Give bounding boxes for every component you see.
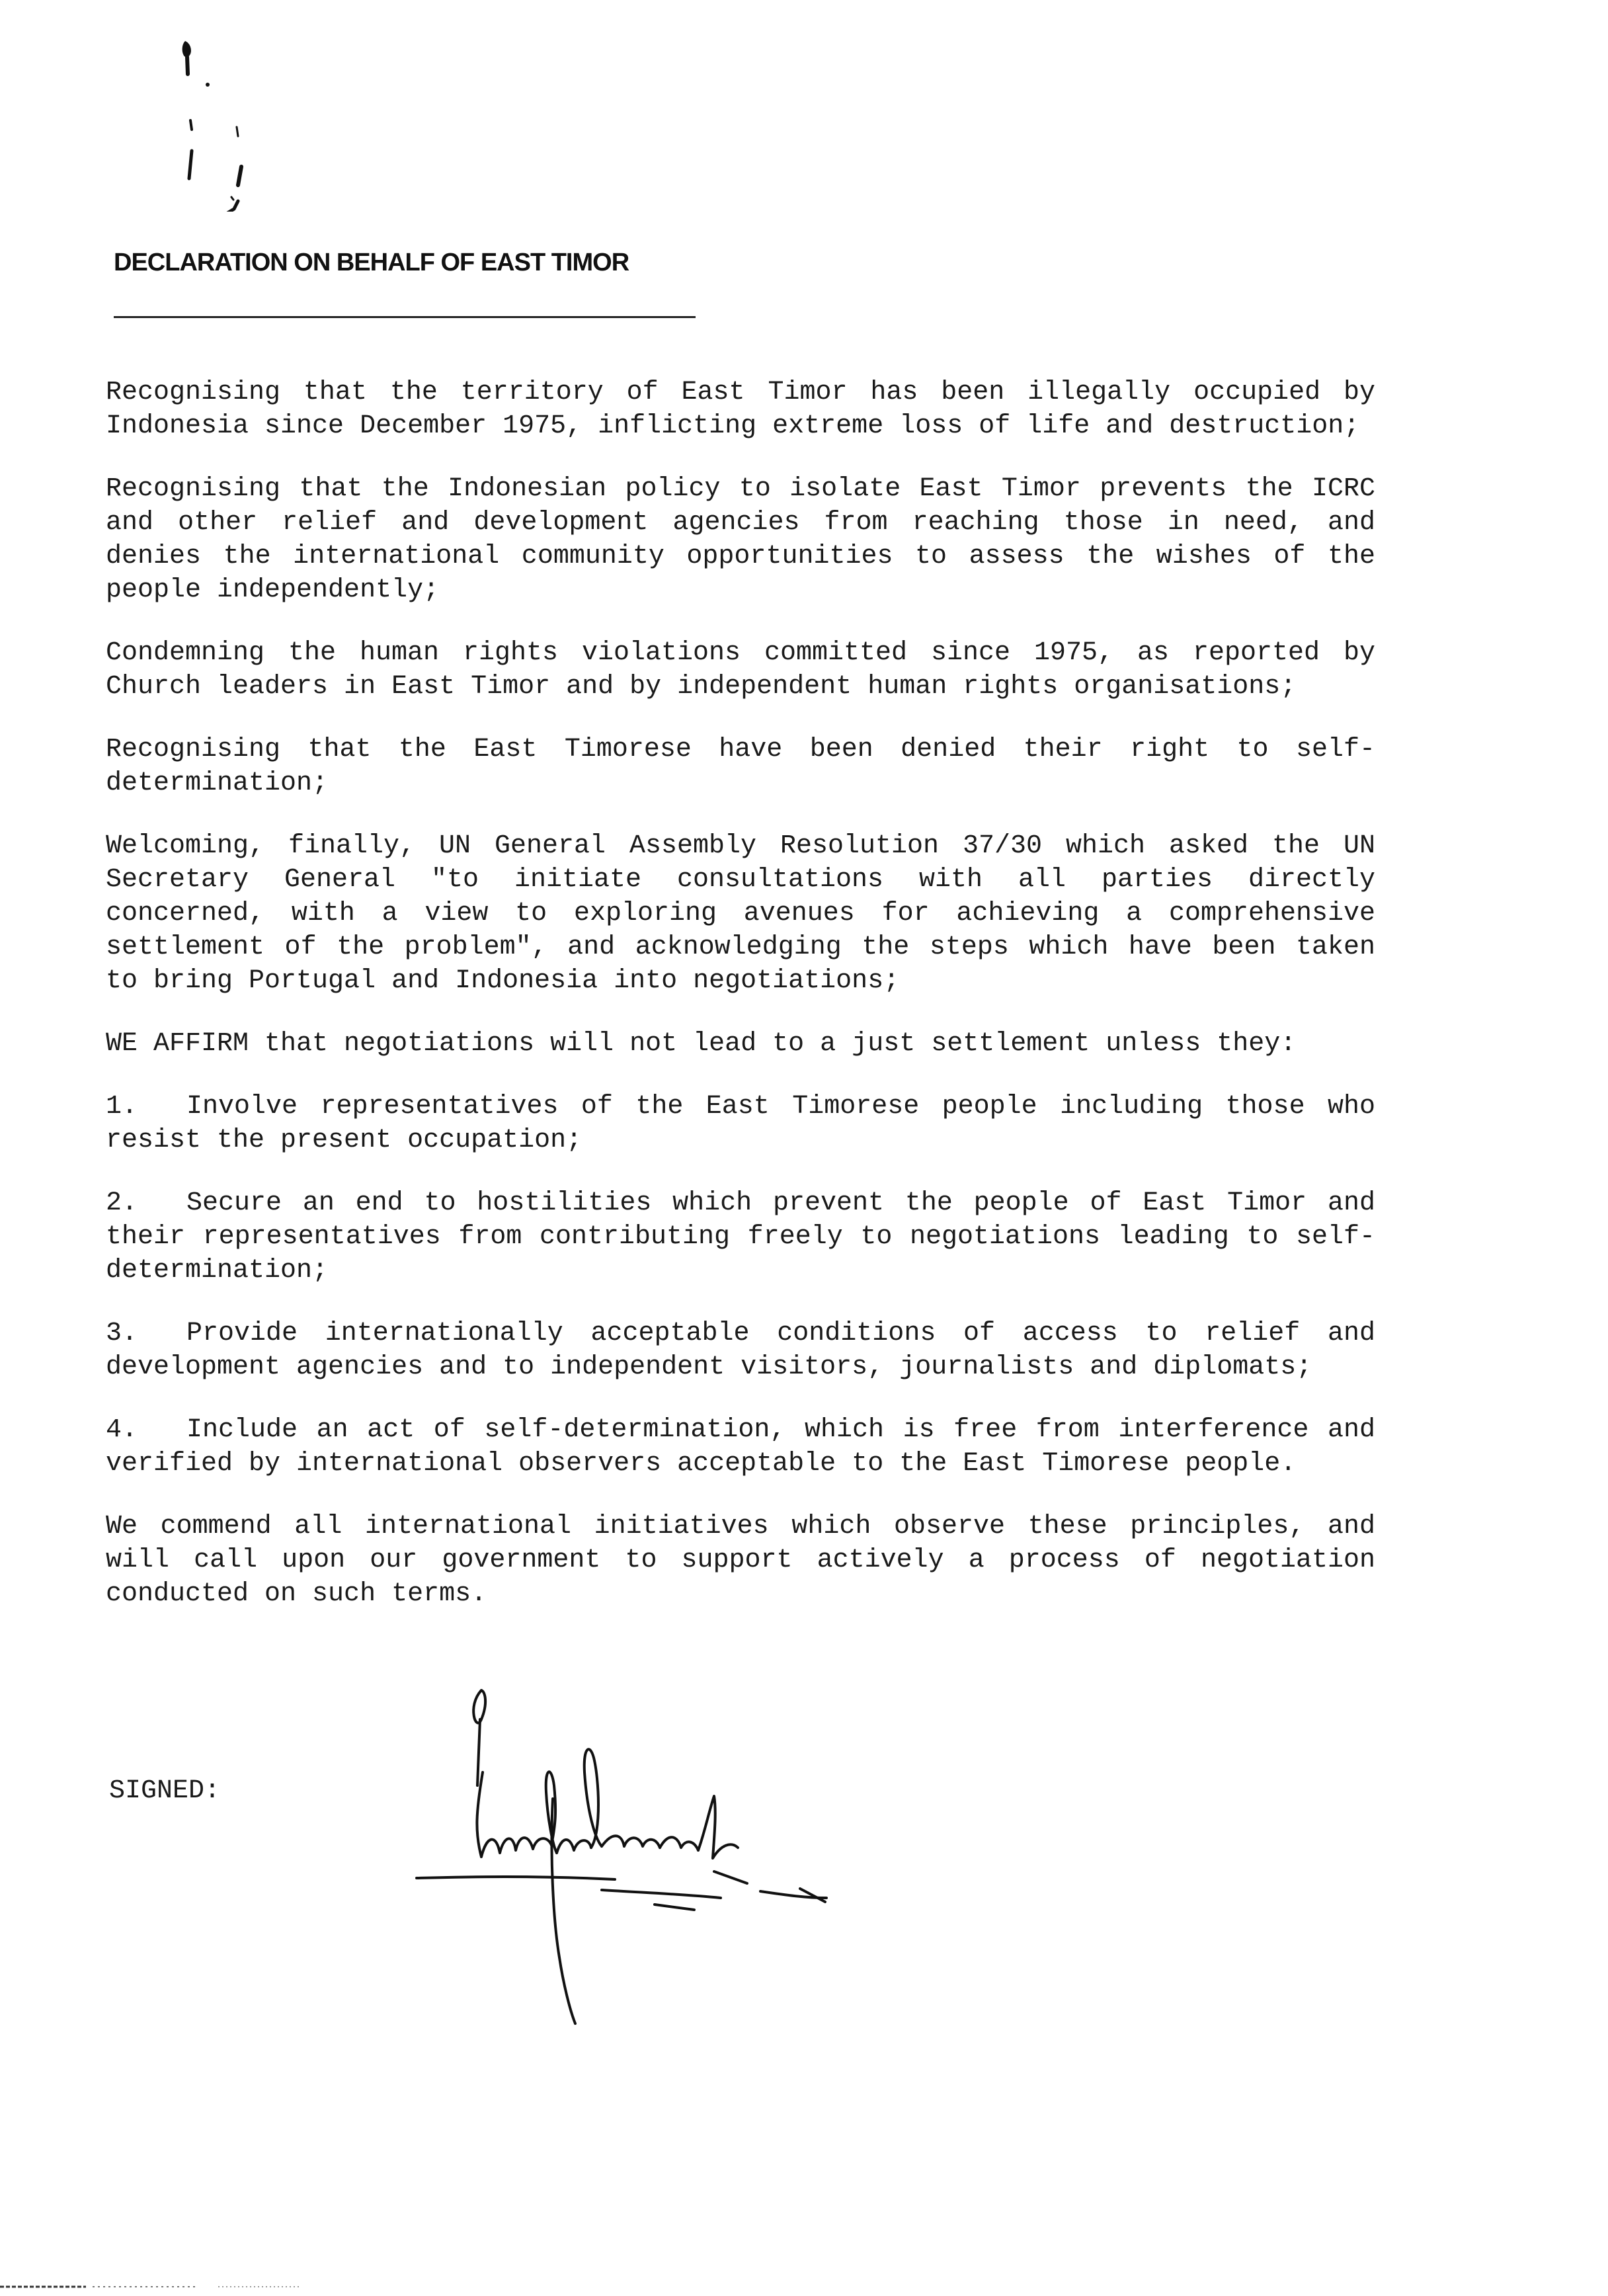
numbered-item (106, 1413, 1375, 1481)
numbered-item (106, 1186, 1375, 1288)
edge-scan-mark (0, 2283, 304, 2291)
numbered-item (106, 1090, 1375, 1157)
paragraph: Recognising that the East Timorese have been denied their right to self-determination; (106, 735, 1375, 798)
document-body (106, 376, 1375, 1640)
title-underline (114, 316, 696, 318)
item-text: Provide internationally acceptable conditions of access to relief and development agencies and to independent visitors, journalists and diplomats; (106, 1319, 1375, 1382)
signed-label: SIGNED: (109, 1776, 221, 1806)
paragraph: Recognising that the Indonesian policy to isolate East Timor prevents the ICRC and other relief and development agencies from reaching those in need, and denies the international community opportunities to assess the wishes of the people independently; (106, 474, 1375, 605)
handwritten-signature (403, 1680, 972, 2050)
paragraph: Condemning the human rights violations committed since 1975, as reported by Church leaders in East Timor and by independent human rights organisations; (106, 638, 1375, 702)
paragraph: Welcoming, finally, UN General Assembly Resolution 37/30 which asked the UN Secretary General "to initiate consultations with all parties directly concerned, with a view to exploring avenues for achieving a comprehensive settlement of the problem", and acknowledging the steps which have been taken to bring Portugal and Indonesia into negotiations; (106, 831, 1375, 996)
closing-paragraph: We commend all international initiatives which observe these principles, and will call upon our government to support actively a process of negotiation conducted on such terms. (106, 1512, 1375, 1609)
item-text: Involve representatives of the East Timorese people including those who resist the present occupation; (106, 1092, 1375, 1155)
paragraph: Recognising that the territory of East Timor has been illegally occupied by Indonesia since December 1975, inflicting extreme loss of life and destruction; (106, 378, 1375, 441)
item-text: Include an act of self-determination, which is free from interference and verified by international observers acceptable to the East Timorese people. (106, 1415, 1375, 1479)
numbered-item (106, 1317, 1375, 1384)
item-number: 1. (106, 1092, 138, 1122)
item-text: Secure an end to hostilities which prevent the people of East Timor and their representatives from contributing freely to negotiations leading to self-determination; (106, 1188, 1375, 1286)
document-title: DECLARATION ON BEHALF OF EAST TIMOR (114, 249, 629, 276)
item-number: 4. (106, 1415, 138, 1445)
affirm-paragraph: WE AFFIRM that negotiations will not lead to a just settlement unless they: (106, 1029, 1297, 1059)
handwritten-mark-icon (165, 26, 284, 212)
item-number: 3. (106, 1319, 138, 1348)
item-number: 2. (106, 1188, 138, 1218)
